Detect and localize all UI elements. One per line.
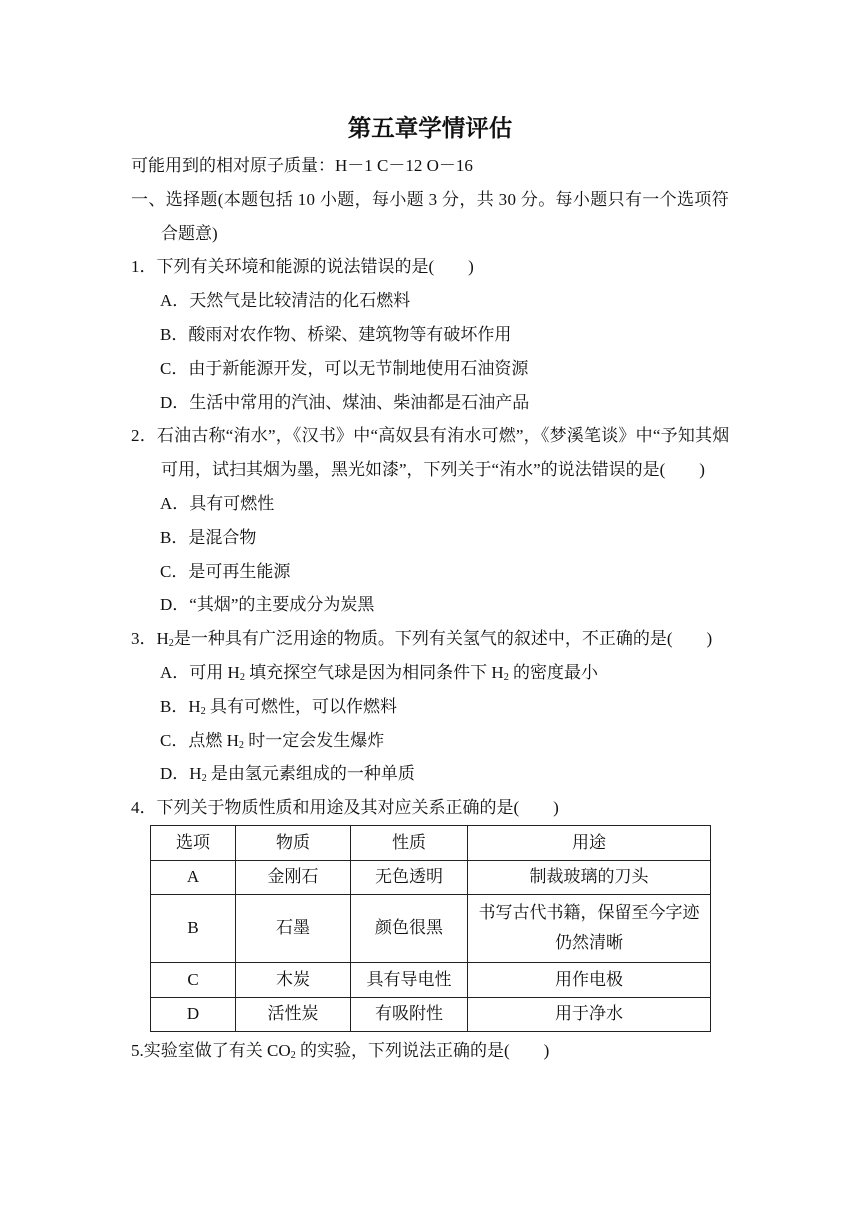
page-title: 第五章学情评估 [347,115,513,141]
cell-substance: 石墨 [236,894,351,962]
cell-substance: 木炭 [236,962,351,997]
cell-property: 有吸附性 [351,997,468,1031]
cell-substance: 金刚石 [236,860,351,894]
exam-body [131,149,729,1068]
question-4-stem: 4．下列关于物质性质和用途及其对应关系正确的是( ) [131,798,559,818]
question-3-option-c [131,724,729,758]
table-header-row [151,825,711,860]
stem-text: 的实验，下列说法正确的是( ) [295,1040,550,1060]
header-use: 用途 [468,825,711,860]
question-3-option-d [131,757,729,791]
stem-text: 3．H [131,629,169,649]
table-row [151,894,711,962]
question-3-option-b [131,690,729,724]
option-text: 的密度最小 [508,662,599,682]
cell-use: 制裁玻璃的刀头 [468,860,711,894]
section-heading: 一、选择题(本题包括 10 小题，每小题 3 分，共 30 分。每小题只有一个选项符 [131,189,729,209]
question-5 [131,1034,729,1068]
cell-property: 无色透明 [351,860,468,894]
option-text: D．H [160,764,202,784]
question-2 [131,419,729,622]
option-text: A．可用 H [160,662,240,682]
subscript: 2 [201,773,207,785]
option-text: C．点燃 H [160,730,239,750]
option-text: 具有可燃性，可以作燃料 [205,696,397,716]
question-3-option-a [131,656,729,690]
cell-property: 颜色很黑 [351,894,468,962]
cell-property: 具有导电性 [351,962,468,997]
table-row [151,860,711,894]
atomic-masses-note: 可能用到的相对原子质量：H－1 C－12 O－16 [131,156,473,175]
table-row [151,962,711,997]
question-3-stem [131,622,729,656]
header-option: 选项 [151,825,236,860]
question-2-option-a: A．具有可燃性 [160,493,275,513]
subscript: 2 [238,739,244,751]
stem-text: 5.实验室做了有关 CO [131,1040,291,1060]
subscript: 2 [503,672,509,684]
cell-use: 书写古代书籍，保留至今字迹仍然清晰 [468,894,711,962]
properties-table [150,825,711,1032]
cell-option: C [151,962,236,997]
question-2-option-c: C．是可再生能源 [160,561,291,581]
cell-option: A [151,860,236,894]
cell-option: D [151,997,236,1031]
subscript: 2 [239,672,245,684]
subscript: 2 [168,638,174,650]
cell-substance: 活性炭 [236,997,351,1031]
option-text: 是由氢元素组成的一种单质 [206,764,415,784]
subscript: 2 [200,705,206,717]
question-3 [131,622,729,791]
cell-use: 用作电极 [468,962,711,997]
subscript: 2 [290,1050,296,1062]
header-property: 性质 [351,825,468,860]
question-4 [131,791,729,1032]
question-2-stem: 2．石油古称“洧水”，《汉书》中“高奴县有洧水可燃”，《梦溪笔谈》中“予知其烟 [131,426,729,446]
question-1 [131,250,729,419]
question-1-option-a: A．天然气是比较清洁的化石燃料 [160,291,411,311]
option-text: 时一定会发生爆炸 [243,730,385,750]
table-row [151,997,711,1031]
question-1-option-c: C．由于新能源开发，可以无节制地使用石油资源 [160,358,529,378]
section-heading-continued: 合题意) [161,223,218,243]
question-1-stem: 1．下列有关环境和能源的说法错误的是( ) [131,257,474,277]
cell-option: B [151,894,236,962]
question-2-option-d: D．“其烟”的主要成分为炭黑 [160,595,375,615]
question-2-stem-continued: 可用，试扫其烟为墨，黑光如漆”，下列关于“洧水”的说法错误的是( ) [161,460,705,480]
question-1-option-d: D．生活中常用的汽油、煤油、柴油都是石油产品 [160,392,530,412]
cell-use: 用于净水 [468,997,711,1031]
question-2-option-b: B．是混合物 [160,527,257,547]
option-text: B．H [160,696,201,716]
option-text: 填充探空气球是因为相同条件下 H [244,662,504,682]
question-1-option-b: B．酸雨对农作物、桥梁、建筑物等有破坏作用 [160,324,512,344]
header-substance: 物质 [236,825,351,860]
question-5-stem [131,1034,729,1068]
stem-text: 是一种具有广泛用途的物质。下列有关氢气的叙述中，不正确的是( ) [173,629,713,649]
